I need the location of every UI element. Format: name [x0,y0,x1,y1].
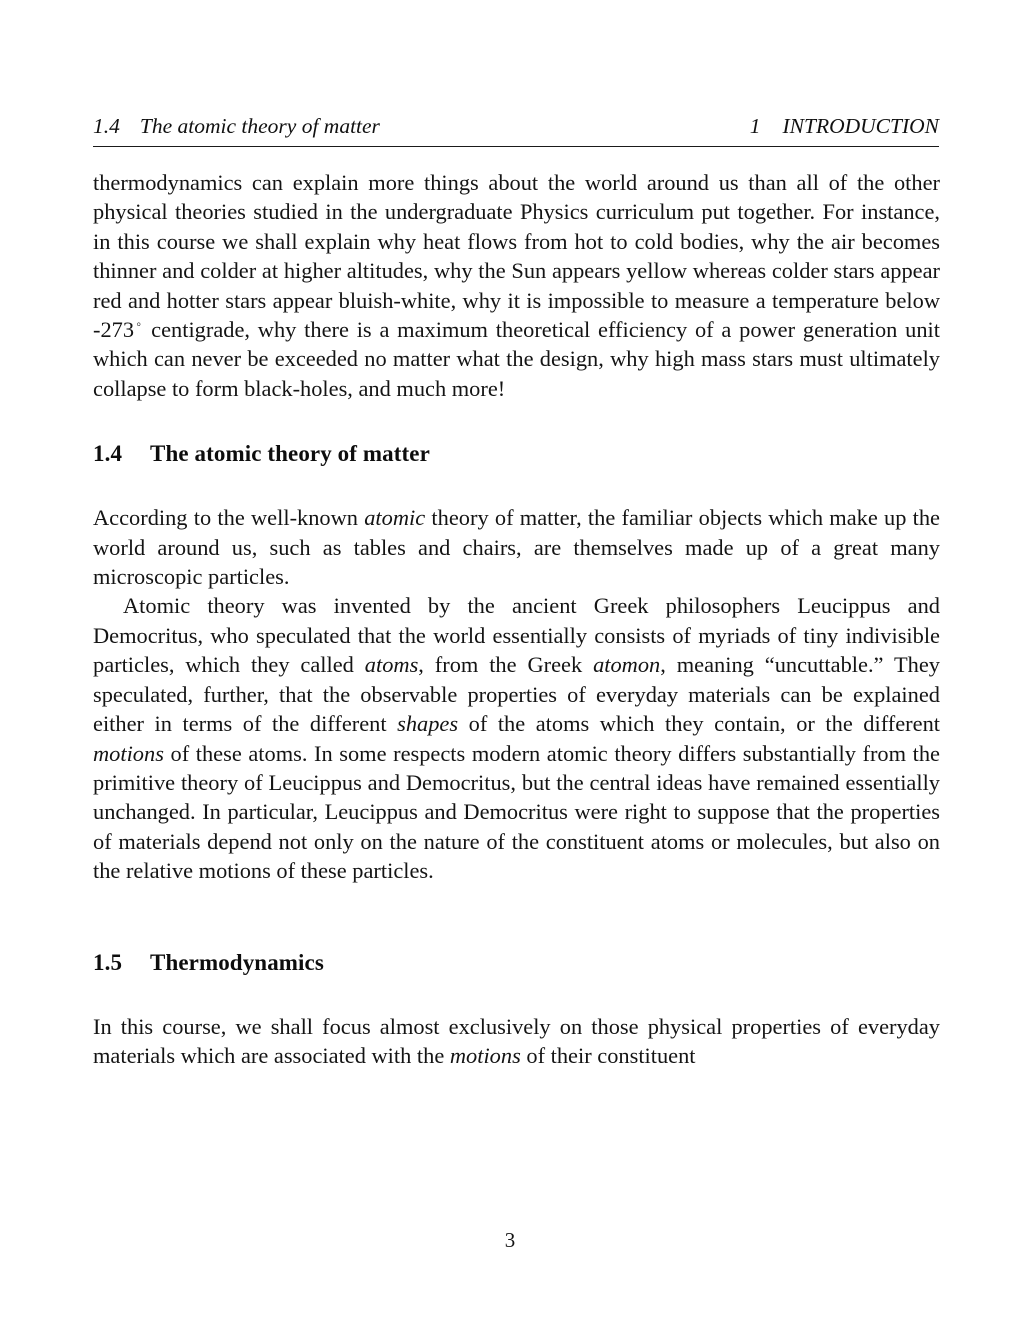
section-title: Thermodynamics [150,949,324,975]
paragraph-text: According to the well-known [93,505,365,531]
italic-term-atomic: atomic [364,505,426,531]
spacer-before-section-1-5 [93,886,940,948]
degree-symbol: ◦ [134,317,144,333]
paragraph-atomic-history [93,591,940,885]
running-head [93,113,939,147]
running-head-right-title: INTRODUCTION [782,114,939,138]
paragraph-text: , from the Greek [418,652,594,678]
section-title: The atomic theory of matter [150,441,430,467]
italic-term-motions: motions [93,740,164,766]
paragraph-text-tail: centigrade, why there is a maximum theoretical efficiency of a power generation unit which can never be exceeded no matter what the design, why high mass stars must ultimately collapse to form black-holes, and much more! [93,317,941,401]
italic-term-atoms: atoms [364,652,419,678]
paragraph-text: , meaning “uncuttable.” They speculated, further, that the observable properties of everyday materials can be explained either in terms of the different [93,652,940,737]
paragraph-text: thermodynamics can explain more things about the world around us than all of the other physical theories studied in the undergraduate Physics curriculum put together. For instance, in this course we shall explain why heat flows from hot to cold bodies, why the air becomes thinner and colder at higher altitudes, why the Sun appears yellow whereas colder stars appear red and hotter stars appear bluish-white, why it is impossible to measure a temperature below -273 [93,170,940,343]
page-number: 3 [504,1228,516,1252]
running-head-left-number: 1.4 [93,114,120,138]
running-head-left-title: The atomic theory of matter [139,114,380,138]
paragraph-atomic-definition [93,503,940,591]
italic-term-motions: motions [449,1042,521,1068]
body-column [93,168,940,1070]
section-number: 1.5 [93,949,123,975]
paragraph-text: Atomic theory was invented by the ancient Greek philosophers Leucippus and Democritus, who speculated that the world essentially consists of myriads of tiny indivisible particles, which they called [93,593,940,678]
paragraph-thermodynamics-intro [93,168,940,403]
running-head-right-number: 1 [749,114,761,138]
paragraph-text: of their constituent [520,1042,696,1068]
section-heading-1-5 [93,948,940,978]
paragraph-text: theory of matter, the familiar objects which make up the world around us, such as tables and chairs, are themselves made up of a great many microscopic particles. [93,505,940,590]
paragraph-text: of these atoms. In some respects modern atomic theory differs substantially from the primitive theory of Leucippus and Democritus, but the central ideas have remained essentially unchanged. In particular, Leucippus and Democritus were right to suppose that the properties of materials depend not only on the nature of the constituent atoms or molecules, but also on the relative motions of these particles. [93,740,940,884]
italic-term-atomon: atomon [593,652,661,678]
running-head-left [93,113,380,140]
paragraph-text: In this course, we shall focus almost exclusively on those physical properties of everyday materials which are associated with the [93,1013,940,1068]
section-number: 1.4 [93,441,123,467]
spacer-before-section-1-4 [93,403,940,439]
italic-term-shapes: shapes [397,711,459,737]
section-heading-1-4 [93,439,940,469]
spacer-after-section-1-4 [93,469,940,503]
running-head-right [750,113,939,140]
paragraph-text: of the atoms which they contain, or the different [458,711,940,737]
paragraph-thermodynamics-focus [93,1012,940,1071]
spacer-after-section-1-5 [93,978,940,1012]
